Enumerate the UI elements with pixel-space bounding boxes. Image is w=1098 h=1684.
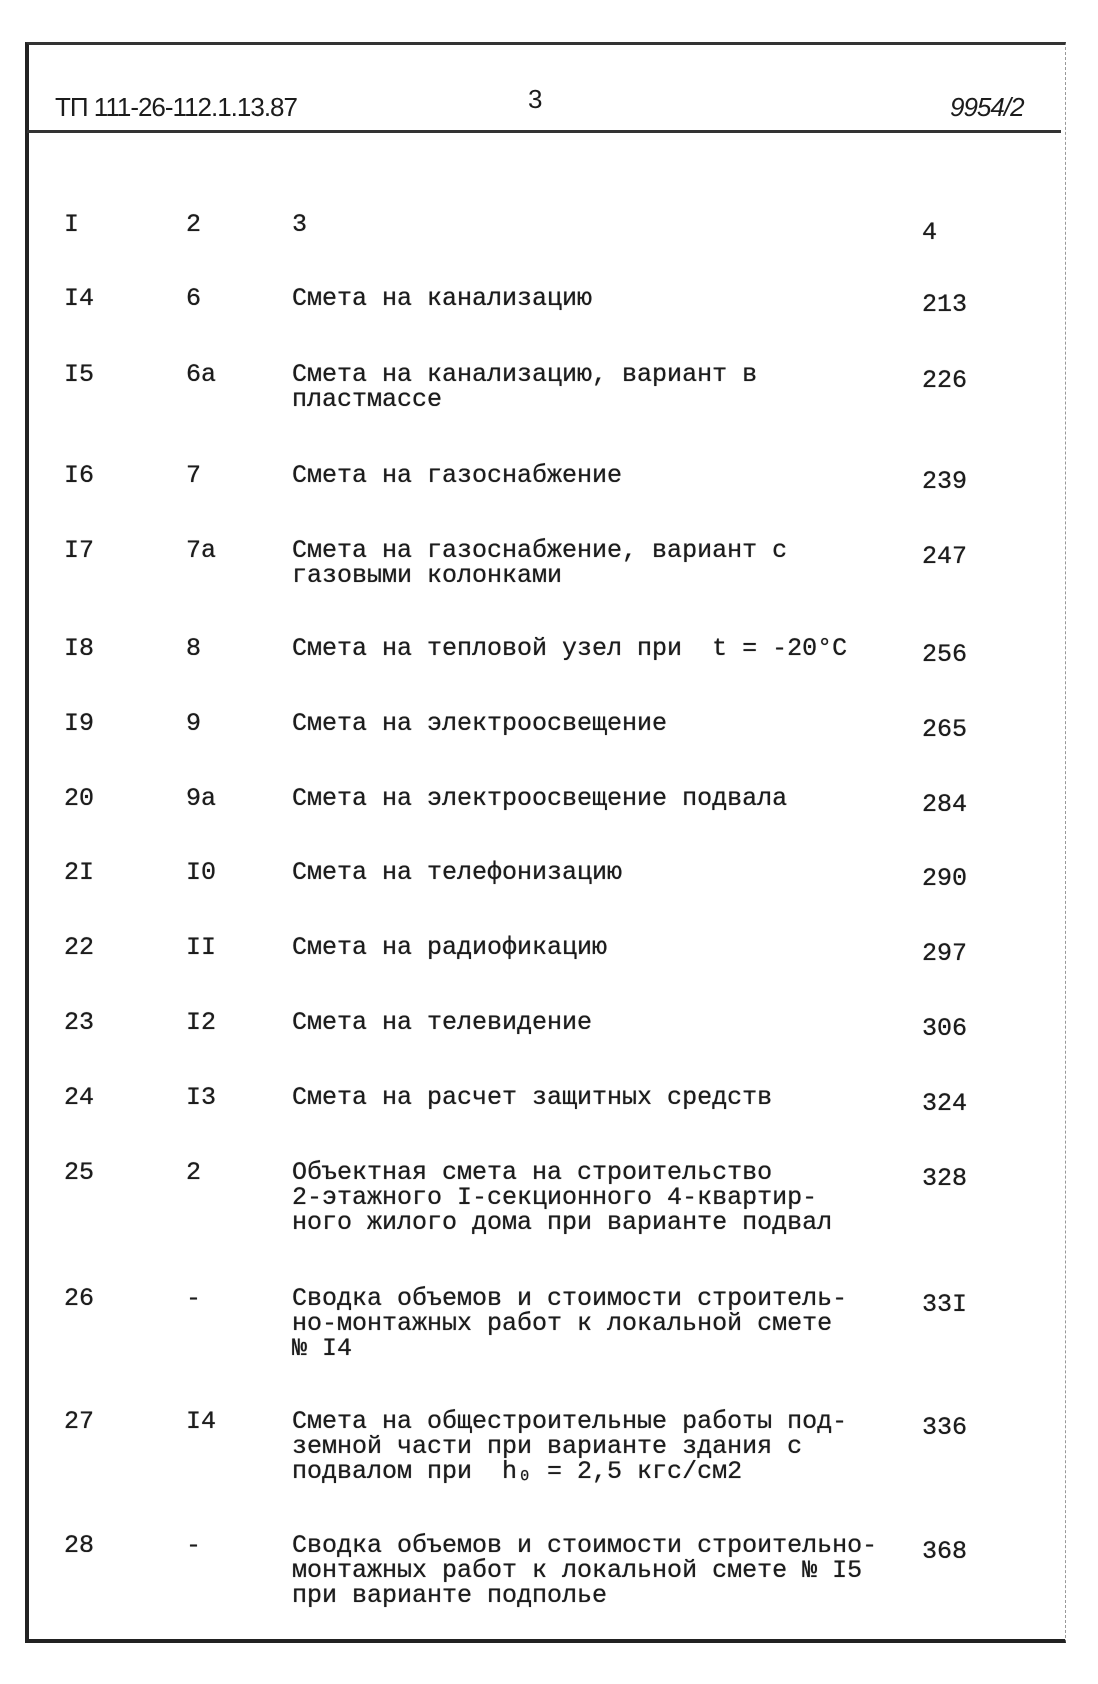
page-ref: 33I [922,1290,968,1319]
row-title: Смета на электроосвещение подвала [292,784,788,813]
page-ref: 306 [922,1014,968,1043]
page-ref: 290 [922,864,968,893]
inventory-number: 9954/2 [950,92,1024,122]
row-title: Смета на расчет защитных средств [292,1083,773,1112]
page-ref: 284 [922,790,968,819]
row-number: 2I [64,858,95,887]
row-number: I9 [64,709,95,738]
row-number: 26 [64,1284,95,1313]
row-title: Смета на канализацию [292,284,593,313]
row-number: I4 [64,284,95,313]
sheet-number: I2 [186,1008,217,1037]
row-number: I6 [64,461,95,490]
page-ref: 247 [922,542,968,571]
sheet-number: I3 [186,1083,217,1112]
sheet-number: - [186,1531,202,1560]
row-title: Смета на канализацию, вариант в пластмассе [292,360,758,414]
sheet-number: 6а [186,360,217,389]
row-number: 20 [64,784,95,813]
column-header: 3 [292,210,308,239]
page-ref: 265 [922,715,968,744]
row-number: I8 [64,634,95,663]
page-ref: 336 [922,1413,968,1442]
sheet-number: 7 [186,461,202,490]
row-number: 28 [64,1531,95,1560]
row-title: Смета на телефонизацию [292,858,623,887]
sheet-number: 2 [186,1158,202,1187]
page-ref: 297 [922,939,968,968]
row-title: Смета на общестроительные работы под- земной части при варианте здания с подвалом при h₀ = 2,5 кгс/см2 [292,1407,848,1486]
row-title: Сводка объемов и стоимости строительно- монтажных работ к локальной смете № I5 при варианте подполье [292,1531,878,1610]
page-ref: 256 [922,640,968,669]
page-ref: 328 [922,1164,968,1193]
row-title: Смета на газоснабжение, вариант с газовыми колонками [292,536,788,590]
sheet-number: 9а [186,784,217,813]
row-number: I5 [64,360,95,389]
column-header: I [64,210,80,239]
sheet-number: 9 [186,709,202,738]
row-number: 24 [64,1083,95,1112]
row-number: I7 [64,536,95,565]
page-ref: 368 [922,1537,968,1566]
column-header: 2 [186,210,202,239]
page-ref: 324 [922,1089,968,1118]
row-title: Сводка объемов и стоимости строитель- но-монтажных работ к локальной смете № I4 [292,1284,848,1363]
sheet-number: 8 [186,634,202,663]
row-title: Смета на электроосвещение [292,709,668,738]
row-title: Смета на тепловой узел при t = -20°C [292,634,848,663]
sheet-number: 6 [186,284,202,313]
row-title: Объектная смета на строительство 2-этажного I-секционного 4-квартир- ного жилого дома при варианте подвал [292,1158,833,1237]
page-ref: 213 [922,290,968,319]
page-frame [25,42,1066,1643]
row-title: Смета на телевидение [292,1008,593,1037]
document-code: ТП 111-26-112.1.13.87 [55,92,297,122]
sheet-number: I0 [186,858,217,887]
row-number: 23 [64,1008,95,1037]
sheet-number: I4 [186,1407,217,1436]
sheet-number: - [186,1284,202,1313]
row-number: 25 [64,1158,95,1187]
page-ref: 239 [922,467,968,496]
row-number: 27 [64,1407,95,1436]
row-title: Смета на радиофикацию [292,933,608,962]
row-title: Смета на газоснабжение [292,461,623,490]
header-rule [27,130,1061,133]
page-number: 3 [528,84,542,114]
sheet-number: 7а [186,536,217,565]
sheet-number: II [186,933,217,962]
row-number: 22 [64,933,95,962]
page-ref: 226 [922,366,968,395]
column-header: 4 [922,218,938,247]
